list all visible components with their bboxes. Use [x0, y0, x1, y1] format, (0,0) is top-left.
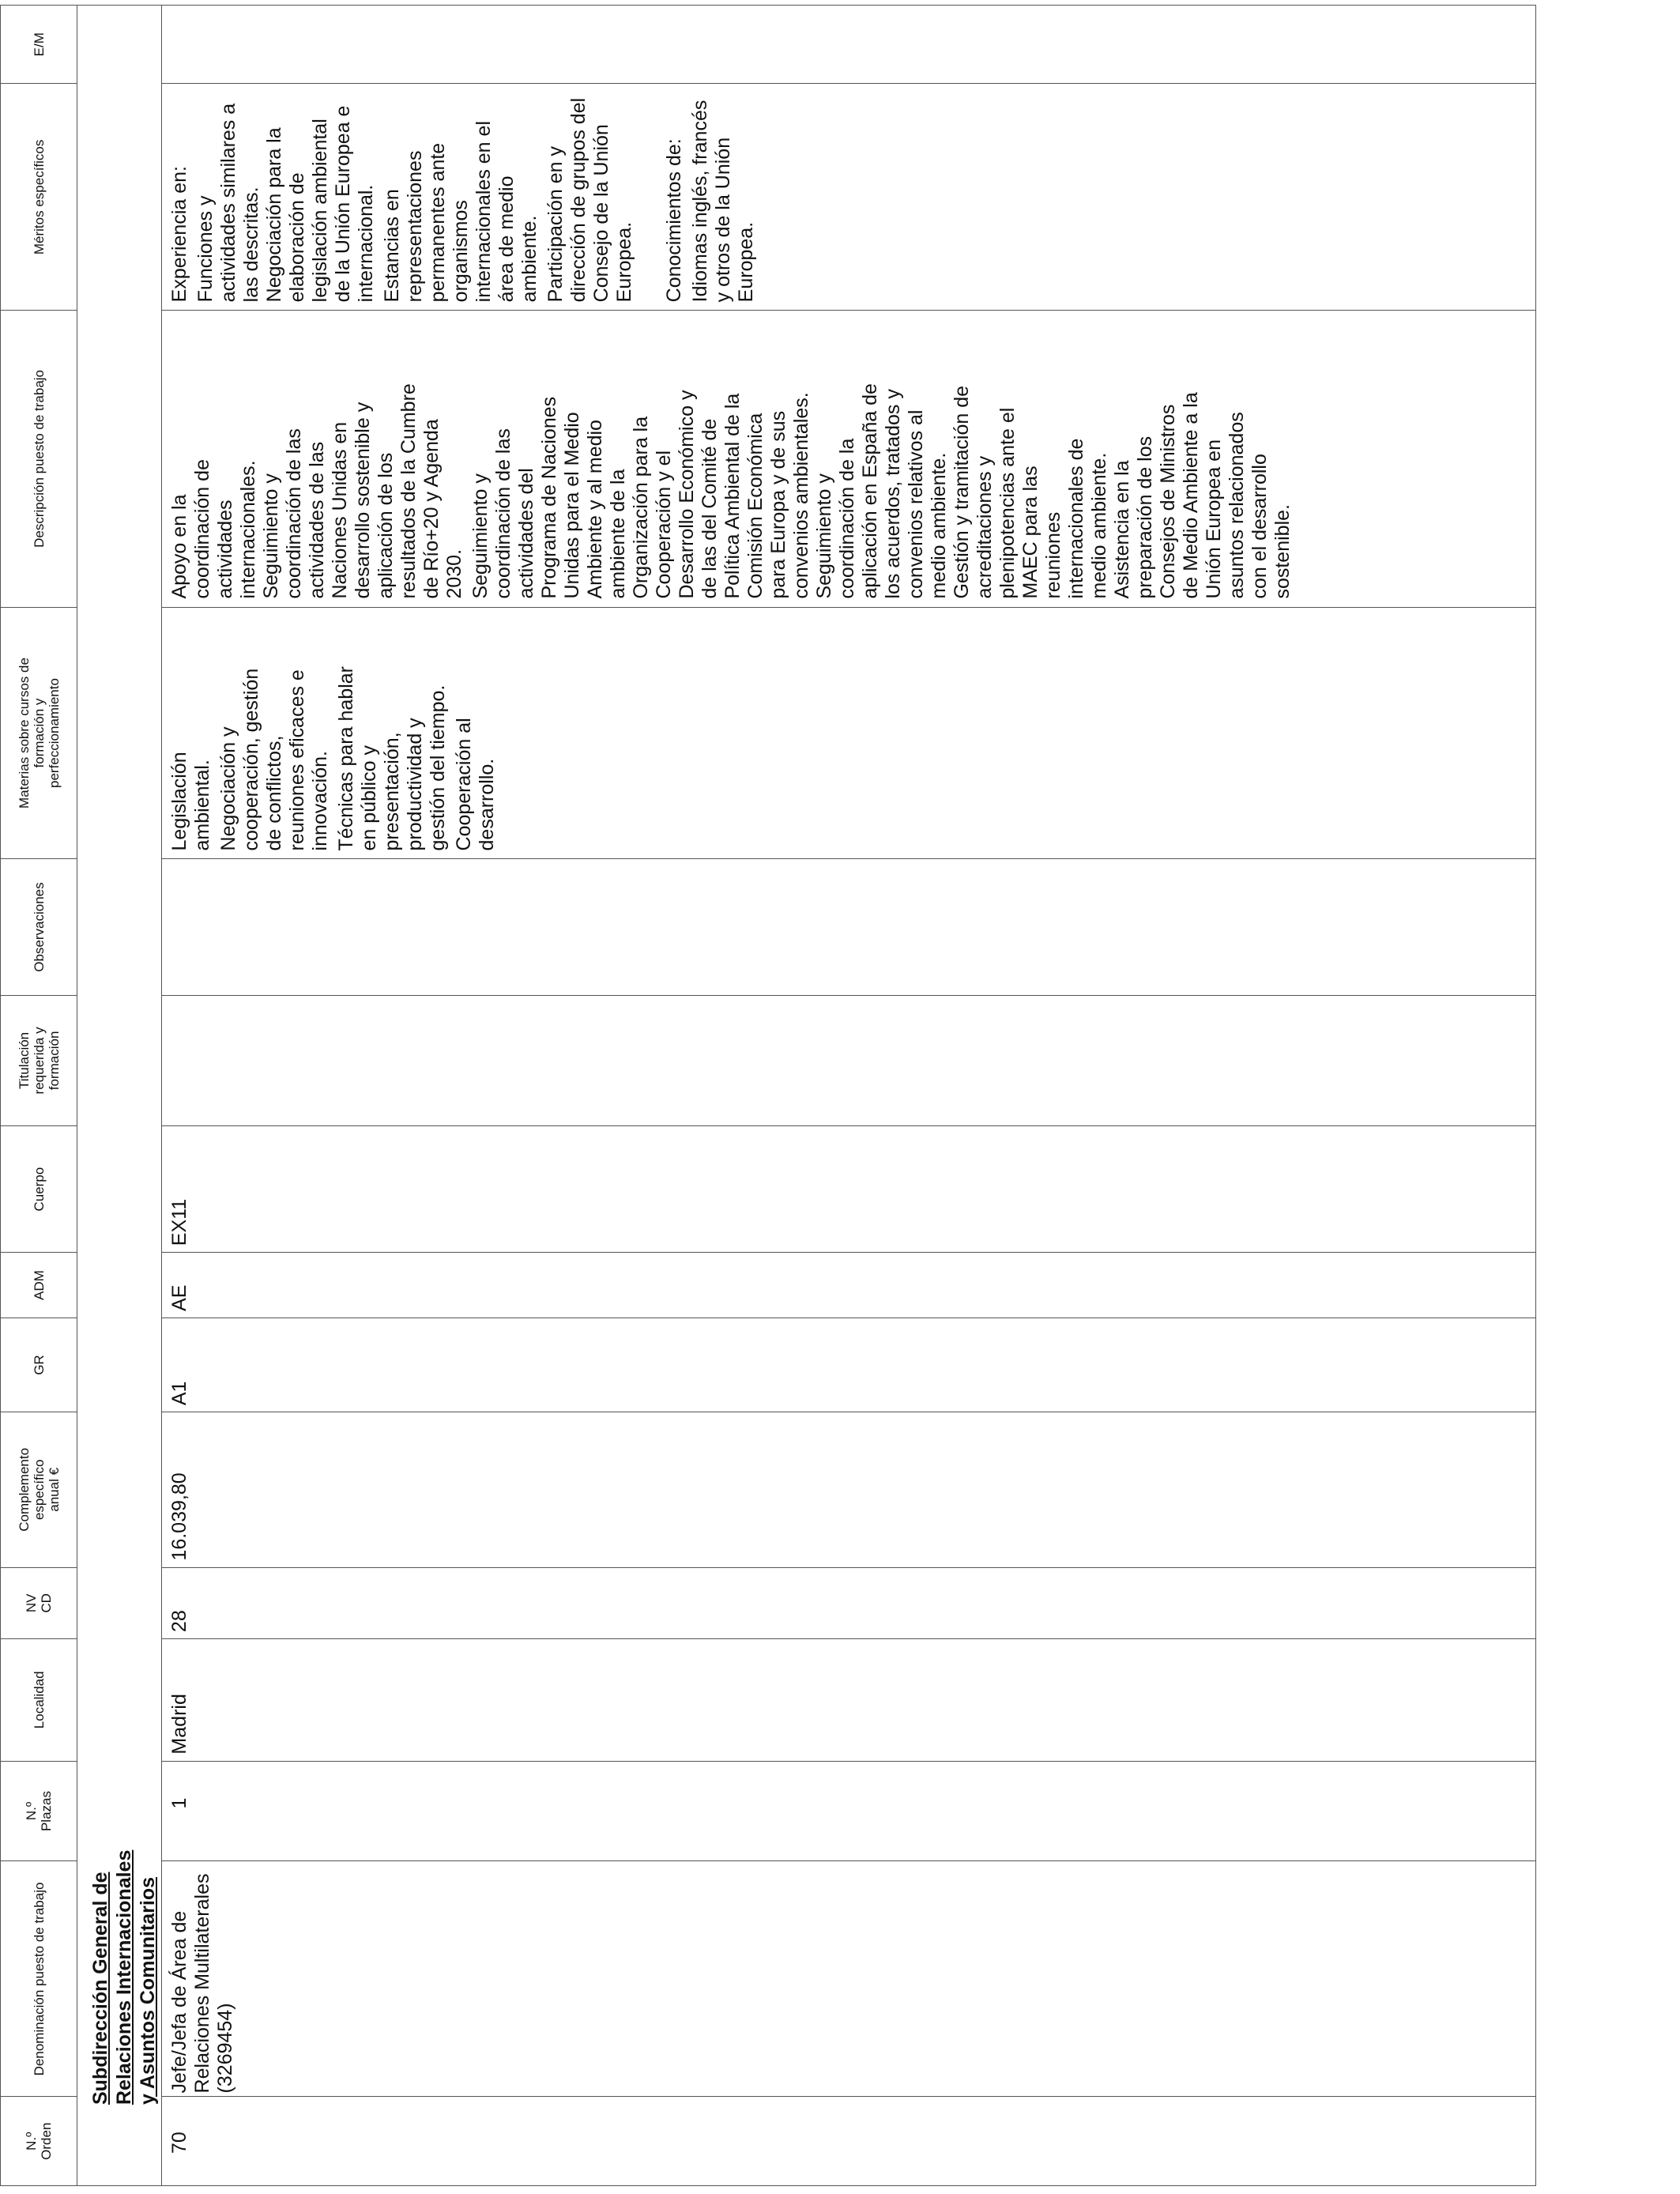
cell-meritos [162, 84, 1536, 311]
descripcion-item: Asistencia en la preparación de los Consejos de Ministros de Medio Ambiente a la Unión Europea en asuntos relacionados con el desarrollo sostenible. [1111, 392, 1294, 599]
materias-item: Cooperación al desarrollo. [453, 718, 498, 851]
descripcion-item: Apoyo en la coordinación de actividades internacionales. [168, 459, 259, 599]
cell-grupo: A1 [162, 1318, 1536, 1412]
header-nivel: NV CD [1, 1567, 77, 1638]
header-materias: Materias sobre cursos de formación y perfeccionamiento [1, 607, 77, 859]
meritos-item: Idiomas inglés, francés y otros de la Unión Europea. [689, 100, 757, 303]
header-em: E/M [1, 6, 77, 84]
header-grupo: GR [1, 1318, 77, 1412]
header-complemento: Complemento específico anual € [1, 1412, 77, 1567]
job-table [0, 5, 1536, 2186]
cell-cuerpo: EX11 [162, 1126, 1536, 1253]
header-descripcion: Descripción puesto de trabajo [1, 311, 77, 607]
orden-value: 70 [168, 2132, 190, 2154]
cell-nivel: 28 [162, 1567, 1536, 1638]
descripcion-item: Gestión y tramitación de acreditaciones y plenipotencias ante el MAEC para las reuniones internacionales de medio ambiente. [951, 385, 1110, 599]
descripcion-item: Seguimiento y coordinación de la aplicación en España de los acuerdos, tratados y convenios relativos al medio ambiente. [813, 383, 950, 599]
meritos-item: Estancias en representaciones permanentes ante organismos internacionales en el área de medio ambiente. [381, 121, 541, 303]
header-meritos: Méritos específicos [1, 84, 77, 311]
header-plazas: N.º Plazas [1, 1761, 77, 1861]
cell-adm: AE [162, 1253, 1536, 1318]
cell-observaciones [162, 859, 1536, 995]
cell-materias [162, 607, 1536, 859]
cell-em [162, 6, 1536, 84]
header-observaciones: Observaciones [1, 859, 77, 995]
header-localidad: Localidad [1, 1639, 77, 1762]
cell-orden [162, 2097, 1536, 2186]
header-adm: ADM [1, 1253, 77, 1318]
cell-descripcion [162, 311, 1536, 607]
meritos-conocimientos-title: Conocimientos de: [663, 138, 685, 303]
cell-localidad: Madrid [162, 1639, 1536, 1762]
descripcion-item: Seguimiento y coordinación de las actividades del Programa de Naciones Unidas para el Medio Ambiente y al medio ambiente de la Organización para la Cooperación y el Desarrollo Económico y de las del Comité de Política Ambiental de la Comisión Económica para Europa y de sus convenios ambientales. [469, 390, 812, 599]
meritos-item: Negociación para la elaboración de legislación ambiental de la Unión Europea e internacional. [263, 105, 377, 303]
header-orden: N.º Orden [1, 2097, 77, 2186]
materias-item: Legislación ambiental. [168, 752, 213, 851]
descripcion-item: Seguimiento y coordinación de las actividades de las Naciones Unidas en desarrollo sostenible y aplicación de los resultados de la Cumbre de Río+20 y Agenda 2030. [260, 383, 465, 599]
header-cuerpo: Cuerpo [1, 1126, 77, 1253]
cell-complemento: 16.039,80 [162, 1412, 1536, 1567]
header-row [1, 6, 77, 2186]
header-denominacion: Denominación puesto de trabajo [1, 1861, 77, 2097]
cell-titulacion [162, 995, 1536, 1126]
header-titulacion: Titulación requerida y formación [1, 995, 77, 1126]
cell-plazas: 1 [162, 1761, 1536, 1861]
meritos-item: Participación en y dirección de grupos del Consejo de la Unión Europea. [544, 97, 635, 303]
section-row [77, 6, 162, 2186]
materias-item: Negociación y cooperación, gestión de conflictos, reuniones eficaces e innovación. [217, 668, 331, 851]
meritos-item: Funciones y actividades similares a las descritas. [194, 103, 262, 303]
materias-item: Técnicas para hablar en público y presentación, productividad y gestión del tiempo. [335, 666, 449, 851]
table-row [162, 6, 1536, 2186]
section-title: Subdirección General de Relaciones Internacionales y Asuntos Comunitarios [89, 1849, 159, 2105]
meritos-experiencia-title: Experiencia en: [168, 166, 190, 303]
cell-denominacion: Jefe/Jefa de Área de Relaciones Multilaterales (3269454) [162, 1861, 1536, 2097]
